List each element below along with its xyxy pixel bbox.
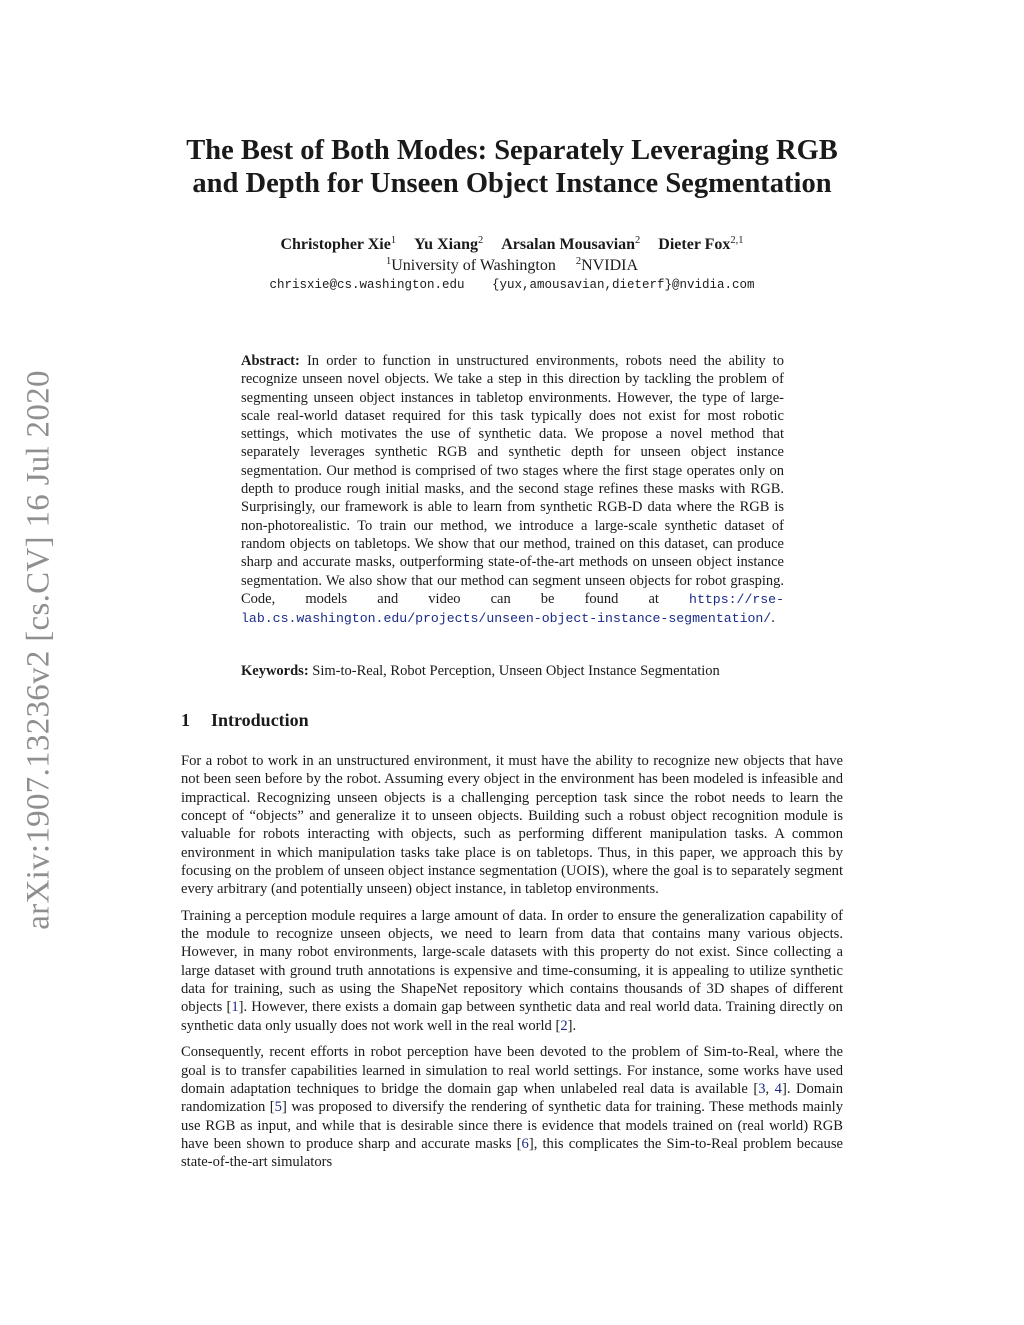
intro-paragraph-3: Consequently, recent efforts in robot perception have been devoted to the problem of Sim-to-Real, where the goal is to transfer capabilities learned in simulation to real world settings. For instance, some works have used domain adaptation techniques to bridge the domain gap when unlabeled real data is available [3, 4]. Domain randomization [5] was proposed to diversify the rendering of synthetic data for training. These methods mainly use RGB as input, and while that is desirable since there is evidence that models trained on (real world) RGB have been shown to produce sharp and accurate masks [6], this complicates the Sim-to-Real problem because state-of-the-art simulators [181,1044,843,1171]
keywords [241,662,801,681]
arxiv-identifier-stamp [18,355,60,945]
author-3: Arsalan Mousavian$^2$ [501,235,641,253]
title-line-2: and Depth for Unseen Object Instance Segmentation [192,168,832,199]
author-2: Yu Xiang$^2$ [414,235,484,253]
section-title: Introduction [211,710,309,730]
intro-paragraph-2: Training a perception module requires a large amount of data. In order to ensure the generalization capability of the module to recognize unseen objects, we need to learn from data that contains many various objects. However, in many robot environments, large-scale datasets with this property do not exist. Since collecting a large dataset with ground truth annotations is expensive and time-consuming, it is appealing to utilize synthetic data for training, such as using the ShapeNet repository which contains thousands of 3D shapes of different objects [1]. However, there exists a domain gap between synthetic data and real world data. Training directly on synthetic data only usually does not work well in the real world [2]. [181,907,843,1034]
paper-title [150,134,874,200]
citation-link[interactable]: 4 [774,1080,782,1097]
citation-link[interactable]: 6 [521,1135,529,1152]
arxiv-id-text: arXiv:1907.13236v2 [cs.CV] 16 Jul 2020 [20,370,57,930]
section-number: 1 [181,710,190,730]
citation-link[interactable]: 3 [758,1080,766,1097]
abstract: Abstract: In order to function in unstructured environments, robots need the ability to recognize unseen novel objects. We take a step in this direction by tackling the problem of segmenting unseen object instances in tabletop environments. However, the type of large-scale real-world dataset required for this task typically does not exist for most robotic settings, which motivates the use of synthetic data. We propose a novel method that separately leverages synthetic RGB and synthetic depth for unseen object instance segmentation. Our method is comprised of two stages where the first stage operates only on depth to produce rough initial masks, and the second stage refines these masks with RGB. Surprisingly, our framework is able to learn from synthetic RGB-D data where the RGB is non-photorealistic. To train our method, we introduce a large-scale synthetic dataset of random objects on tabletops. We show that our method, trained on this dataset, can produce sharp and accurate masks, outperforming state-of-the-art methods on unseen object instance segmentation. We also show that our method can segment unseen objects for robot grasping. Code, models and video can be found at https://rse-lab.cs.washington.edu/projects/unseen-object-instance-segmentation/. [241,353,785,627]
email-list [150,276,874,294]
title-line-1: The Best of Both Modes: Separately Leveraging RGB [186,135,838,166]
email-1: chrisxie@cs.washington.edu [269,278,465,292]
affiliation-1: $^1$University of Washington [386,256,556,274]
author-1: Christopher Xie$^1$ [280,235,397,253]
keywords-label: Keywords: [241,663,309,679]
author-list [150,235,874,255]
author-4: Dieter Fox$^{2,1}$ [658,235,744,253]
abstract-text: In order to function in unstructured environments, robots need the ability to recognize unseen novel objects. We take a step in this direction by tackling the problem of segmenting unseen object instances in tabletop environments. However, the type of large-scale real-world dataset required for this task typically does not exist for most robotic settings, which motivates the use of synthetic data. We propose a novel method that separately leverages synthetic RGB and synthetic depth for unseen object instance segmentation. Our method is comprised of two stages where the first stage operates only on depth to produce rough initial masks, and the second stage refines these masks with RGB. Surprisingly, our framework is able to learn from synthetic RGB-D data where the RGB is non-photorealistic. To train our method, we introduce a large-scale synthetic dataset of random objects on tabletops. We show that our method, trained on this dataset, can produce sharp and accurate masks, outperforming state-of-the-art methods on unseen object instance segmentation. We also show that our method can segment unseen objects for robot grasping. Code, models and video can be found at [241,353,785,607]
section-heading-introduction [181,708,309,732]
citation-link[interactable]: 5 [274,1099,282,1116]
email-2: {yux,amousavian,dieterf}@nvidia.com [492,278,755,292]
keywords-text: Sim-to-Real, Robot Perception, Unseen Object Instance Segmentation [312,663,720,679]
citation-link[interactable]: 2 [560,1017,568,1034]
introduction-body [181,752,843,1180]
citation-link[interactable]: 1 [231,999,239,1016]
project-url-link[interactable]: https://rse-lab.cs.washington.edu/projects/unseen-object-instance-segmentation/ [241,591,785,627]
abstract-label: Abstract: [241,353,300,369]
affiliation-list [150,256,874,276]
affiliation-2: $^2$NVIDIA [575,256,638,274]
intro-paragraph-1: For a robot to work in an unstructured environment, it must have the ability to recognize new objects that have not been seen before by the robot. Assuming every object in the environment has been modeled is infeasible and impractical. Recognizing unseen objects is a challenging perception task since the robot needs to learn the concept of “objects” and generalize it to unseen objects. Building such a robust object recognition module is valuable for robots interacting with objects, such as performing different manipulation tasks. A common environment in which manipulation tasks take place is on tabletops. Thus, in this paper, we approach this by focusing on the problem of unseen object instance segmentation (UOIS), where the goal is to separately segment every arbitrary (and potentially unseen) object instance, in tabletop environments. [181,753,843,898]
